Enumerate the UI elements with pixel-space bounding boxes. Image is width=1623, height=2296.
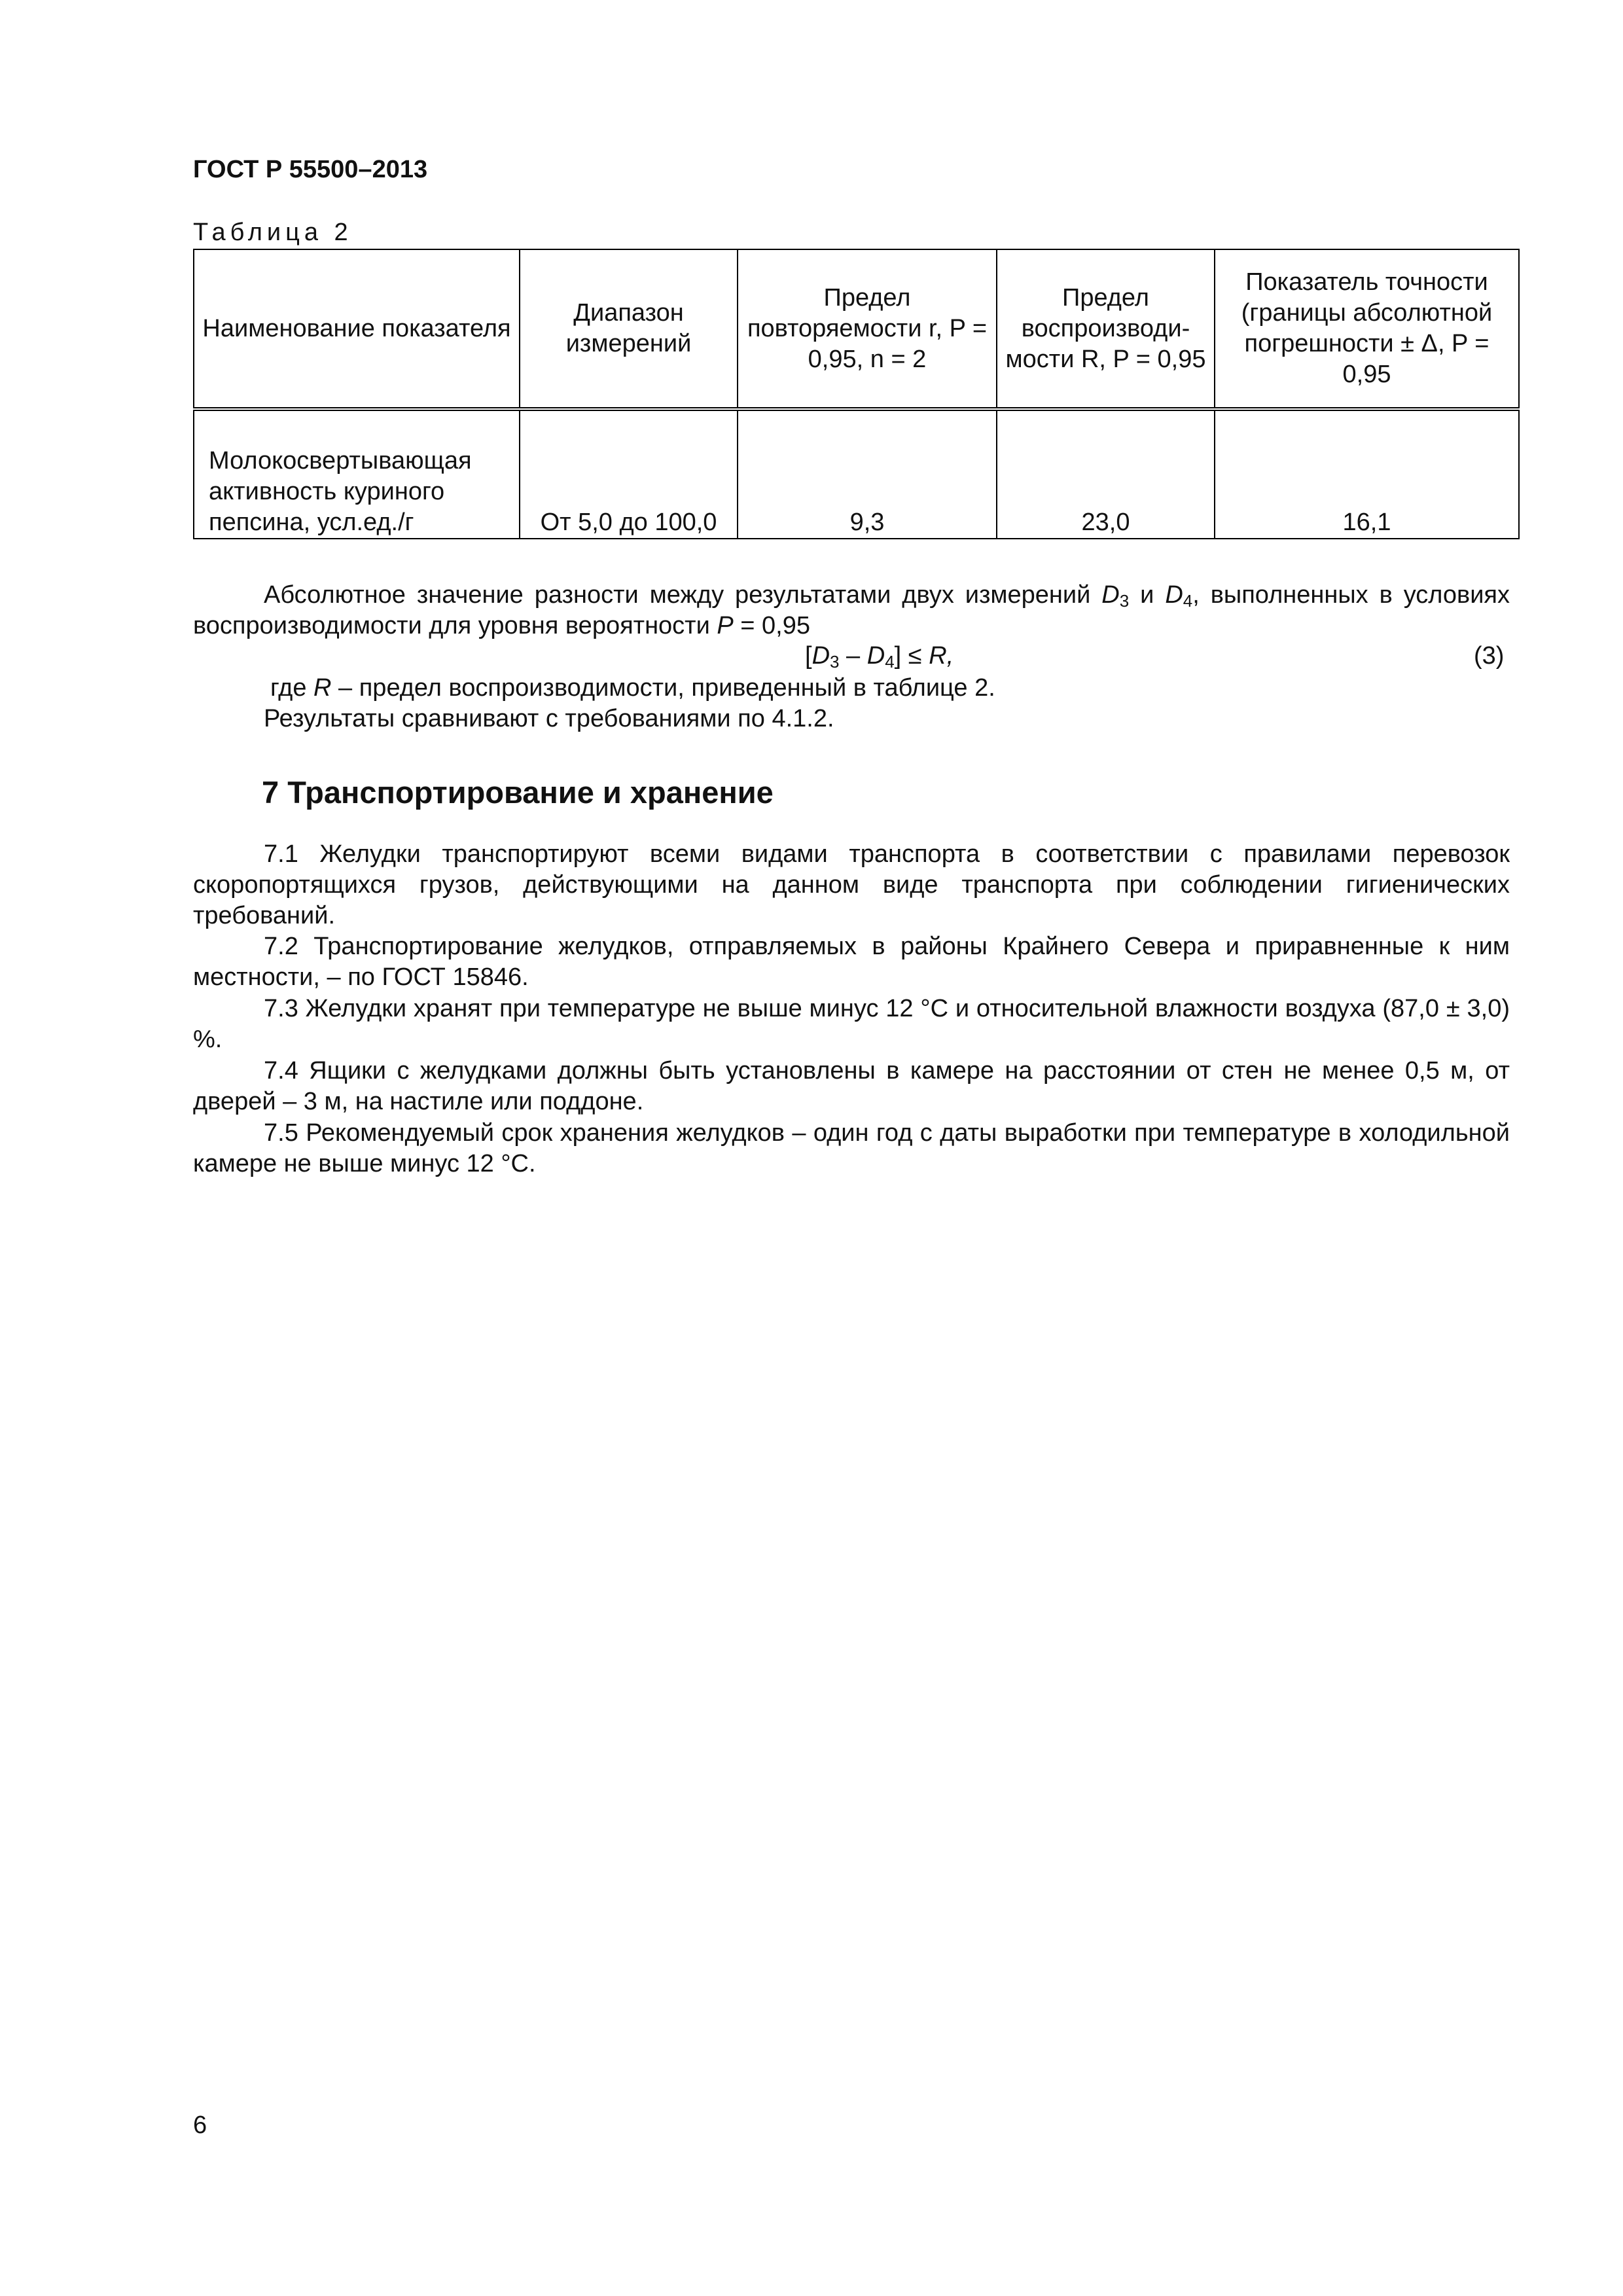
column-header-range: Диапазон измерений [520, 249, 738, 409]
clause-7-1: 7.1 Желудки транспортируют всеми видами транспорта в соответствии с правилами перевозок скоропортящихся грузов, действующими на данном виде транспорта при соблюдении гигиенических требований. [193, 840, 1510, 929]
table-row [194, 409, 1519, 539]
column-header-reproducibility: Предел воспроизводи-мости R, P = 0,95 [997, 249, 1215, 409]
formula: $[D_3 - D_4] \le R$, [805, 642, 954, 672]
clause-7-4: 7.4 Ящики с желудками должны быть установлены в камере на расстоянии от стен не менее 0,5 м, от дверей – 3 м, на настиле или поддоне. [193, 1057, 1510, 1115]
formula-number: (3) [1474, 642, 1505, 670]
cell-reproducibility: 23,0 [997, 409, 1215, 539]
paragraph-absolute-difference: Абсолютное значение разности между результатами двух измерений $D_3$ и $D_4$, выполненных в условиях воспроизводимости для уровня вероятности P = 0,95 [193, 581, 1510, 639]
paragraph-compare: Результаты сравнивают с требованиями по 4.1.2. [264, 705, 834, 732]
section-title: 7 Транспортирование и хранение [262, 775, 774, 810]
cell-indicator-name: Молокосвертывающая активность куриного пепсина, усл.ед./г [194, 409, 520, 539]
clause-7-2: 7.2 Транспортирование желудков, отправляемых в районы Крайнего Севера и приравненные к ним местности, – по ГОСТ 15846. [193, 933, 1510, 991]
data-table [193, 249, 1520, 539]
column-header-accuracy: Показатель точности (границы абсолютной погрешности ± Δ, P = 0,95 [1215, 249, 1519, 409]
clause-7-3: 7.3 Желудки хранят при температуре не выше минус 12 °С и относительной влажности воздуха (87,0 ± 3,0) %. [193, 995, 1510, 1053]
document-code: ГОСТ Р 55500–2013 [193, 156, 428, 183]
table-caption: Таблица 2 [193, 219, 353, 246]
clause-7-5: 7.5 Рекомендуемый срок хранения желудков – один год с даты выработки при температуре в холодильной камере не выше минус 12 °С. [193, 1119, 1510, 1177]
column-header-repeatability: Предел повторяемости r, P = 0,95, n = 2 [738, 249, 997, 409]
cell-range: От 5,0 до 100,0 [520, 409, 738, 539]
cell-accuracy: 16,1 [1215, 409, 1519, 539]
table-header-row [194, 249, 1519, 409]
page-number: 6 [193, 2111, 207, 2139]
paragraph-where: где R – предел воспроизводимости, приведенный в таблице 2. [270, 674, 995, 702]
column-header-name: Наименование показателя [194, 249, 520, 409]
cell-repeatability: 9,3 [738, 409, 997, 539]
